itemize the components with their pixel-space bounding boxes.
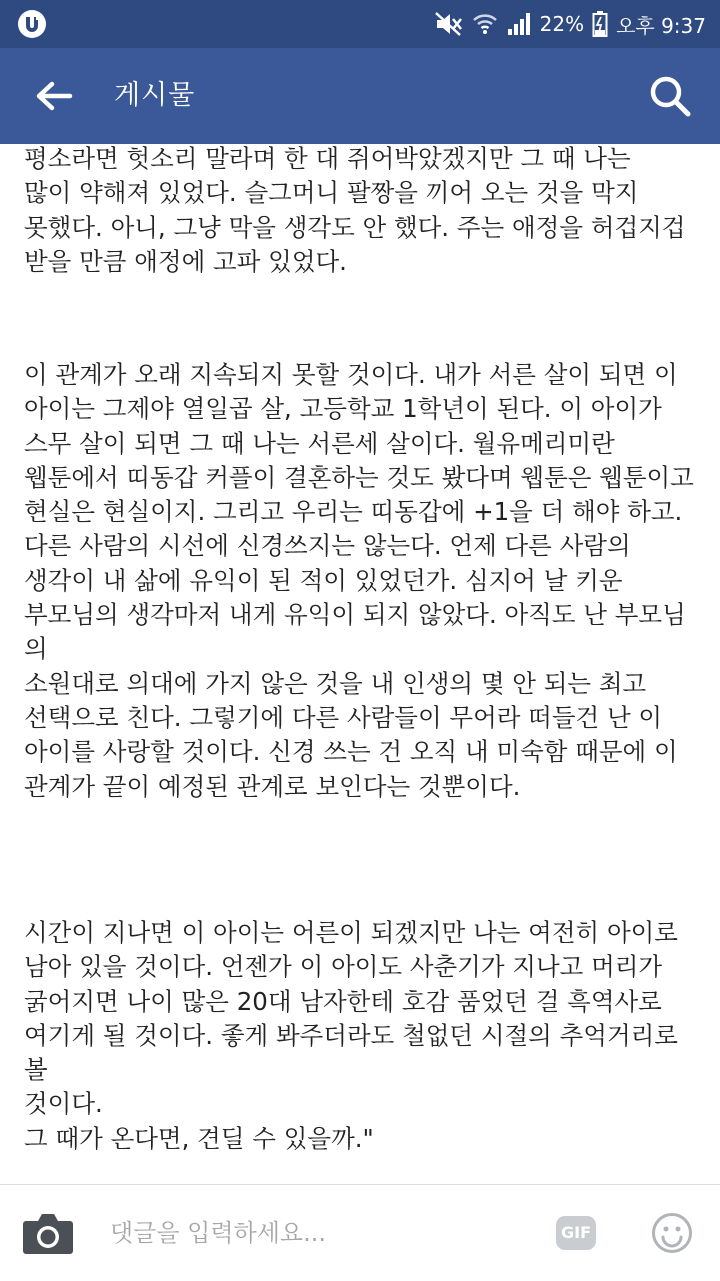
app-icon bbox=[16, 8, 48, 40]
status-indicators bbox=[434, 0, 706, 48]
signal-icon bbox=[506, 11, 532, 37]
battery-icon bbox=[592, 10, 608, 38]
status-bar bbox=[0, 0, 720, 48]
camera-icon[interactable] bbox=[22, 1209, 74, 1257]
post-paragraph: 평소라면 헛소리 말라며 한 대 쥐어박았겠지만 그 때 나는 많이 약해져 있었다. 슬그머니 팔짱을 끼어 오는 것을 막지 못했다. 아니, 그냥 막을 생각도 안 했다. 주는 애정을 허겁지겁 받을 만큼 애정에 고파 있었다. bbox=[24, 144, 686, 276]
search-icon[interactable] bbox=[644, 70, 696, 122]
mute-icon bbox=[434, 11, 464, 37]
comment-input[interactable] bbox=[110, 1209, 530, 1257]
battery-percent: 22% bbox=[539, 12, 585, 36]
comment-bar bbox=[0, 1184, 720, 1281]
page-title: 게시물 bbox=[114, 80, 196, 111]
post-content bbox=[0, 144, 720, 1184]
post-paragraph: 이 관계가 오래 지속되지 못할 것이다. 내가 서른 살이 되면 이 아이는 그제야 열일곱 살, 고등학교 1학년이 된다. 이 아이가 스무 살이 되면 그 때 나는 서른세 살이다. 월유메리미란 웹툰에서 띠동갑 커플이 결혼하는 것도 봤다며 웹툰은 웹툰이고 현실은 현실이지. 그리고 우리는 띠동갑에 +1을 더 해야 하고. 다른 사람의 시선에 신경쓰지는 않는다. 언제 다른 사람의 생각이 내 삶에 유익이 된 적이 있었던가. 심지어 날 키운 부모님의 생각마저 내게 유익이 되지 않았다. 아직도 난 부모님의 소원대로 의대에 가지 않은 것을 내 인생의 몇 안 되는 최고 선택으로 친다. 그렇기에 다른 사람들이 무어라 떠들건 난 이 아이를 사랑할 것이다. 신경 쓰는 건 오직 내 미숙함 때문에 이 관계가 끝이 예정된 관계로 보인다는 것뿐이다. bbox=[24, 360, 694, 801]
app-bar bbox=[0, 48, 720, 144]
back-arrow-icon[interactable] bbox=[24, 72, 84, 120]
wifi-icon bbox=[472, 11, 498, 37]
gif-icon[interactable]: GIF bbox=[556, 1216, 596, 1250]
post-paragraph: 시간이 지나면 이 아이는 어른이 되겠지만 나는 여전히 아이로 남아 있을 것이다. 언젠가 이 아이도 사춘기가 지나고 머리가 굵어지면 나이 많은 20대 남자한테 호감 품었던 걸 흑역사로 여기게 될 것이다. 좋게 봐주더라도 철없던 시절의 추억거리로 볼 것이다. 그 때가 온다면, 견딜 수 있을까." bbox=[24, 918, 678, 1153]
clock: 오후 9:37 bbox=[616, 13, 706, 38]
smiley-icon[interactable] bbox=[651, 1212, 693, 1254]
